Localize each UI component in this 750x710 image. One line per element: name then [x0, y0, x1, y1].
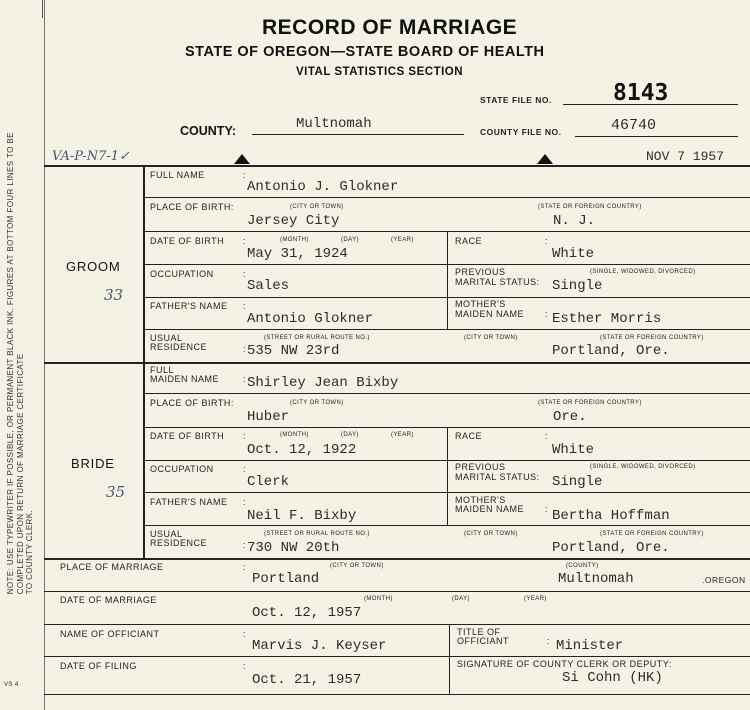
clerk-signature-label: SIGNATURE OF COUNTY CLERK OR DEPUTY:: [457, 659, 672, 669]
form-number: VS 4: [4, 682, 19, 688]
bride-age-mark: 35: [106, 483, 126, 501]
bride-residence-colon: :: [243, 540, 247, 550]
bride-street: 730 NW 20th: [247, 540, 340, 556]
bride-race: White: [552, 442, 595, 458]
officiant-title: Minister: [556, 638, 624, 654]
bride-birth-state: Ore.: [553, 409, 587, 425]
county-value: Multnomah: [296, 116, 372, 132]
handwritten-code: VA-P-N7-1✓: [52, 149, 130, 164]
officiant-name: Marvis J. Keyser: [252, 638, 387, 654]
groom-state-caption: (STATE OR FOREIGN COUNTRY): [538, 204, 642, 210]
bride-dob-label: DATE OF BIRTH: [150, 431, 225, 441]
bride-occupation-label: OCCUPATION: [150, 464, 214, 474]
groom-father-label: FATHER'S NAME: [150, 301, 228, 311]
bride-race-colon: :: [545, 431, 549, 441]
oregon-suffix: .OREGON: [702, 575, 746, 585]
bride-occupation-colon: :: [243, 464, 247, 474]
margin-rule: [44, 0, 45, 710]
filing-date: Oct. 21, 1957: [252, 672, 362, 688]
bride-full-label: FULL: [150, 365, 175, 375]
groom-section-label: GROOM: [66, 259, 121, 274]
marriage-county-caption: (COUNTY): [566, 563, 599, 569]
groom-previous-label: PREVIOUS: [455, 267, 506, 277]
county-label: COUNTY:: [180, 124, 237, 138]
groom-marital-options: (SINGLE, WIDOWED, DIVORCED): [590, 269, 696, 275]
groom-occupation: Sales: [247, 278, 290, 294]
officiant-title-label-2: OFFICIANT: [457, 636, 509, 646]
bride-father-label: FATHER'S NAME: [150, 497, 228, 507]
bottom-row-rule-2: [44, 624, 750, 625]
bride-father: Neil F. Bixby: [247, 508, 357, 524]
bottom-col-divider: [449, 624, 450, 694]
groom-birth-state: N. J.: [553, 213, 596, 229]
margin-tick: [42, 0, 43, 18]
groom-mother: Esther Morris: [552, 311, 662, 327]
bride-city: Portland, Ore.: [552, 540, 670, 556]
bride-full-name-colon: :: [243, 374, 247, 384]
bride-marital-label: MARITAL STATUS:: [455, 472, 540, 482]
bride-city-caption: (CITY OR TOWN): [290, 400, 344, 406]
bride-day-caption: (DAY): [341, 432, 359, 438]
table-bride-bottom-rule: [44, 558, 750, 560]
groom-mother-colon: :: [545, 309, 549, 319]
alignment-marker-right: [537, 154, 553, 164]
received-date-stamp: NOV 7 1957: [646, 149, 725, 164]
groom-full-name-label: FULL NAME: [150, 170, 205, 180]
marriage-place-county: Multnomah: [558, 571, 634, 587]
margin-note-line-2: TO COUNTY CLERK.: [24, 509, 34, 595]
groom-row-rule-5: [143, 329, 750, 330]
marriage-place-city: Portland: [252, 571, 320, 587]
groom-residence-label: RESIDENCE: [150, 342, 208, 352]
groom-occupation-colon: :: [243, 269, 247, 279]
groom-day-caption: (DAY): [341, 237, 359, 243]
groom-father: Antonio Glokner: [247, 311, 374, 327]
bride-month-caption: (MONTH): [280, 432, 309, 438]
groom-birth-city: Jersey City: [247, 213, 340, 229]
groom-dob: May 31, 1924: [247, 246, 348, 262]
county-file-label: COUNTY FILE NO.: [480, 127, 562, 137]
bride-father-colon: :: [243, 497, 247, 507]
groom-marital-label: MARITAL STATUS:: [455, 277, 540, 287]
margin-note-line-1: NOTE: USE TYPEWRITER IF POSSIBLE, OR PERMANENT BLACK INK. FIGURES AT BOTTOM FOUR LINES TO BE COMPLETED UPON RETURN OF MARRIAGE CERTIFICATE: [5, 132, 25, 595]
county-underline: [252, 134, 464, 135]
groom-marital-status: Single: [552, 278, 603, 294]
bride-marital-status: Single: [552, 474, 603, 490]
marriage-month-caption: (MONTH): [364, 596, 393, 602]
place-of-marriage-label: PLACE OF MARRIAGE: [60, 562, 164, 572]
groom-residence-colon: :: [243, 344, 247, 354]
groom-full-name: Antonio J. Glokner: [247, 179, 399, 195]
bride-maiden-label: MAIDEN NAME: [455, 504, 525, 514]
bride-mother: Bertha Hoffman: [552, 508, 670, 524]
bride-col-divider: [447, 427, 448, 525]
bride-mother-colon: :: [545, 504, 549, 514]
bride-res-state-caption: (STATE OR FOREIGN COUNTRY): [600, 531, 704, 537]
bride-birth-city: Huber: [247, 409, 290, 425]
bottom-row-rule-3: [44, 656, 750, 657]
state-file-label: STATE FILE NO.: [480, 95, 552, 105]
marriage-date: Oct. 12, 1957: [252, 605, 362, 621]
county-file-number: 46740: [611, 117, 657, 134]
groom-street: 535 NW 23rd: [247, 343, 340, 359]
groom-year-caption: (YEAR): [391, 237, 414, 243]
groom-month-caption: (MONTH): [280, 237, 309, 243]
bride-occupation: Clerk: [247, 474, 290, 490]
bride-section-label: BRIDE: [71, 456, 115, 471]
groom-maiden-label: MAIDEN NAME: [455, 309, 525, 319]
table-top-rule: [44, 165, 750, 167]
marriage-day-caption: (DAY): [452, 596, 470, 602]
date-of-filing-colon: :: [243, 661, 247, 671]
groom-father-colon: :: [243, 301, 247, 311]
state-file-number: 8143: [613, 80, 669, 106]
bottom-end-rule: [44, 694, 750, 695]
groom-usual-label: USUAL: [150, 333, 183, 343]
groom-dob-colon: :: [243, 236, 247, 246]
document-title: RECORD OF MARRIAGE: [262, 16, 518, 39]
groom-race-colon: :: [545, 236, 549, 246]
bride-state-caption: (STATE OR FOREIGN COUNTRY): [538, 400, 642, 406]
document-subtitle: STATE OF OREGON—STATE BOARD OF HEALTH: [185, 44, 545, 60]
table-groom-bride-rule: [44, 362, 750, 364]
date-of-marriage-label: DATE OF MARRIAGE: [60, 595, 157, 605]
bride-res-city-caption: (CITY OR TOWN): [464, 531, 518, 537]
margin-instructions: [0, 100, 44, 600]
marriage-city-caption: (CITY OR TOWN): [330, 563, 384, 569]
bride-residence-label: RESIDENCE: [150, 538, 208, 548]
marriage-year-caption: (YEAR): [524, 596, 547, 602]
groom-dob-label: DATE OF BIRTH: [150, 236, 225, 246]
bride-dob: Oct. 12, 1922: [247, 442, 357, 458]
groom-city: Portland, Ore.: [552, 343, 670, 359]
groom-street-caption: (STREET OR RURAL ROUTE NO.): [264, 335, 370, 341]
groom-age-mark: 33: [104, 286, 124, 304]
groom-col-divider: [447, 231, 448, 329]
section-divider: [143, 166, 145, 558]
place-of-marriage-colon: :: [243, 562, 247, 572]
groom-mothers-label: MOTHER'S: [455, 299, 506, 309]
bride-street-caption: (STREET OR RURAL ROUTE NO.): [264, 531, 370, 537]
bride-row-rule-1: [143, 393, 750, 394]
bride-race-label: RACE: [455, 431, 483, 441]
groom-occupation-label: OCCUPATION: [150, 269, 214, 279]
date-of-filing-label: DATE OF FILING: [60, 661, 137, 671]
groom-res-state-caption: (STATE OR FOREIGN COUNTRY): [600, 335, 704, 341]
bride-mothers-label: MOTHER'S: [455, 495, 506, 505]
bride-usual-label: USUAL: [150, 529, 183, 539]
county-file-underline: [575, 136, 738, 137]
bride-year-caption: (YEAR): [391, 432, 414, 438]
bride-previous-label: PREVIOUS: [455, 462, 506, 472]
groom-res-city-caption: (CITY OR TOWN): [464, 335, 518, 341]
bride-maiden-name-label: MAIDEN NAME: [150, 374, 220, 384]
document-section: VITAL STATISTICS SECTION: [296, 66, 464, 78]
groom-race-label: RACE: [455, 236, 483, 246]
bride-place-of-birth-label: PLACE OF BIRTH:: [150, 398, 234, 408]
bottom-row-rule-1: [44, 591, 750, 592]
bride-marital-options: (SINGLE, WIDOWED, DIVORCED): [590, 464, 696, 470]
officiant-name-colon: :: [243, 629, 247, 639]
bride-dob-colon: :: [243, 431, 247, 441]
groom-city-caption: (CITY OR TOWN): [290, 204, 344, 210]
bride-full-name: Shirley Jean Bixby: [247, 375, 399, 391]
clerk-signature: Si Cohn (HK): [562, 670, 663, 686]
officiant-name-label: NAME OF OFFICIANT: [60, 629, 160, 639]
groom-race: White: [552, 246, 595, 262]
officiant-title-label-1: TITLE OF: [457, 627, 501, 637]
alignment-marker-left: [234, 154, 250, 164]
groom-row-rule-1: [143, 197, 750, 198]
officiant-title-colon: :: [547, 636, 551, 646]
bride-row-rule-5: [143, 525, 750, 526]
groom-full-name-colon: :: [243, 170, 247, 180]
groom-place-of-birth-label: PLACE OF BIRTH:: [150, 202, 234, 212]
